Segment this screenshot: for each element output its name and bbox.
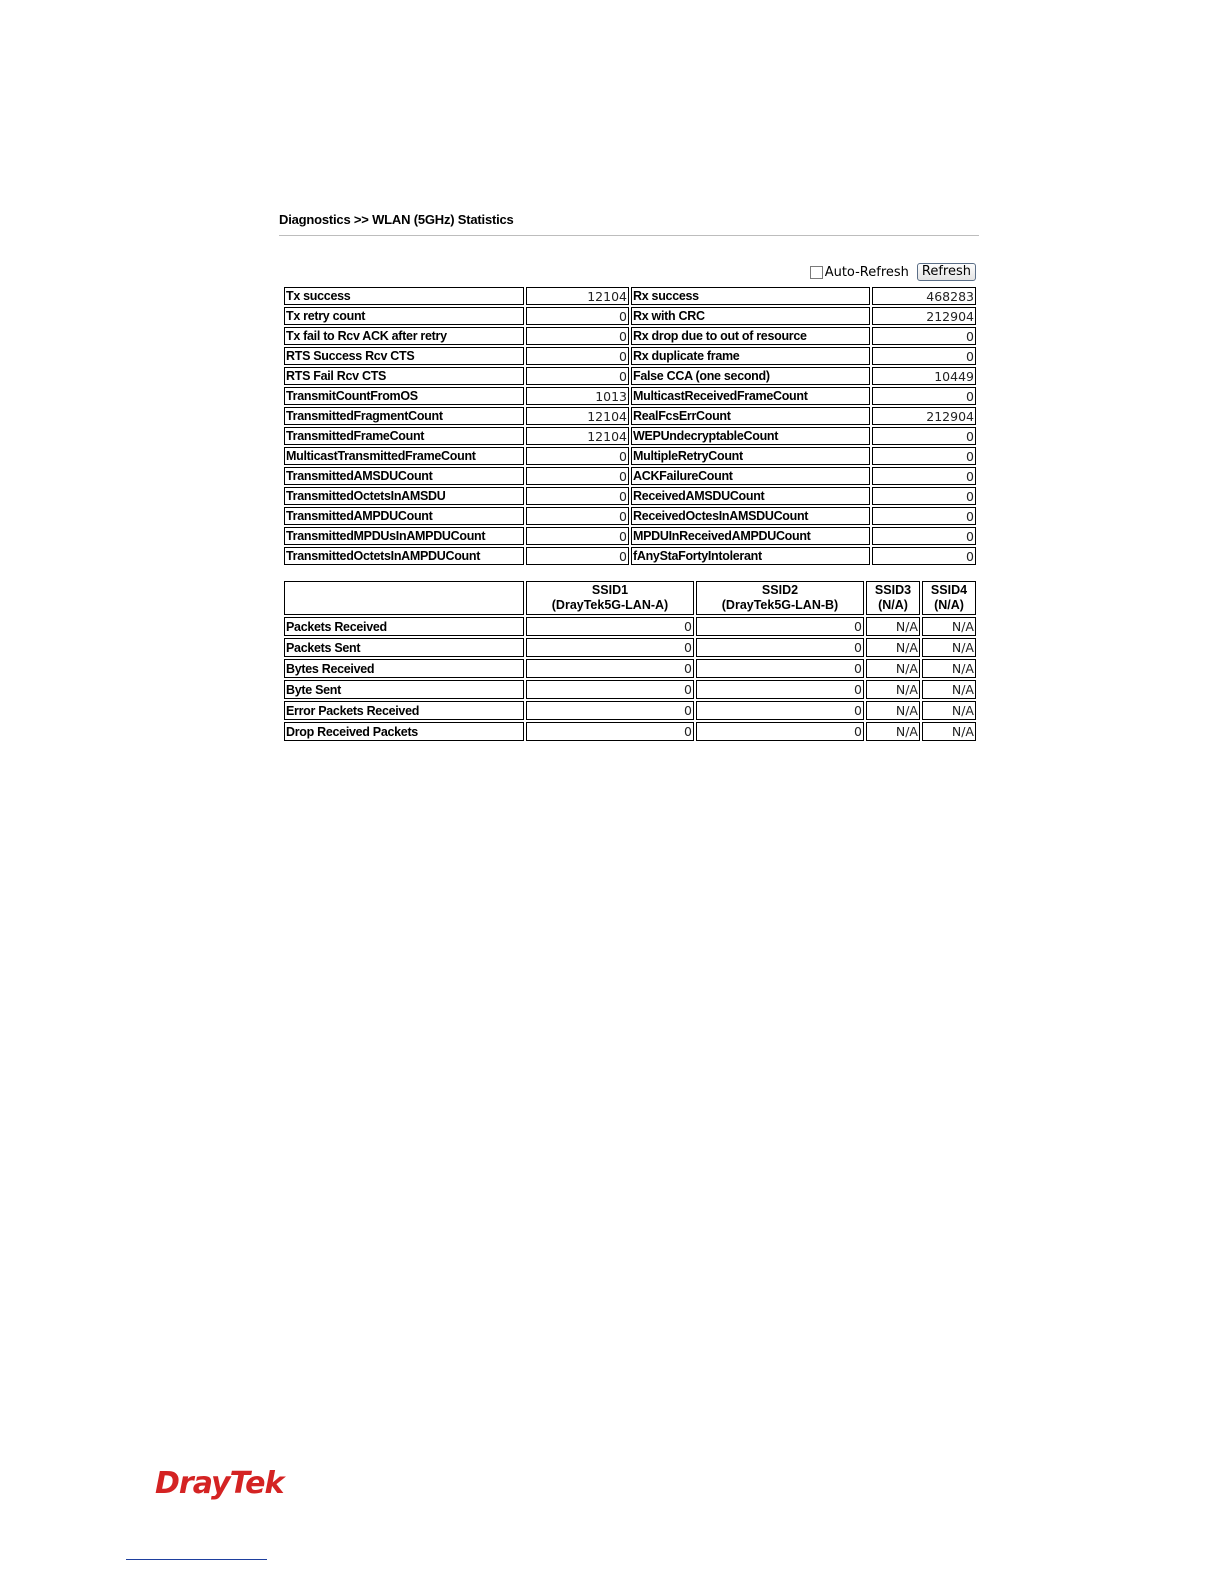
stat-value: 212904 [872, 307, 976, 325]
ssid-header-row [284, 581, 976, 615]
stat-value: 0 [872, 527, 976, 545]
ssid-value: 0 [526, 701, 694, 720]
stat-value: 0 [872, 507, 976, 525]
stat-label: ACKFailureCount [631, 467, 870, 485]
stats-row [284, 527, 976, 545]
stat-value: 0 [872, 487, 976, 505]
ssid-row [284, 701, 976, 720]
stat-label: RTS Fail Rcv CTS [284, 367, 524, 385]
ssid-value: 0 [526, 638, 694, 657]
stat-value: 0 [526, 347, 629, 365]
stat-label: fAnyStaFortyIntolerant [631, 547, 870, 565]
stat-label: MulticastReceivedFrameCount [631, 387, 870, 405]
draytek-logo: DrayTek [155, 1466, 284, 1501]
ssid-header: SSID3 (N/A) [866, 581, 920, 615]
stat-label: False CCA (one second) [631, 367, 870, 385]
stat-value: 10449 [872, 367, 976, 385]
refresh-button[interactable]: Refresh [917, 263, 976, 281]
stats-row [284, 327, 976, 345]
stat-value: 0 [872, 467, 976, 485]
ssid-row-label: Error Packets Received [284, 701, 524, 720]
title-divider [279, 235, 979, 236]
stat-value: 0 [526, 507, 629, 525]
stat-label: Rx duplicate frame [631, 347, 870, 365]
stats-row [284, 387, 976, 405]
stats-row [284, 287, 976, 305]
stat-value: 0 [526, 547, 629, 565]
stat-label: MPDUInReceivedAMPDUCount [631, 527, 870, 545]
stat-label: TransmitCountFromOS [284, 387, 524, 405]
stats-row [284, 467, 976, 485]
ssid-row-label: Drop Received Packets [284, 722, 524, 741]
ssid-value: N/A [866, 680, 920, 699]
ssid-stats-table [282, 579, 978, 743]
stat-value: 1013 [526, 387, 629, 405]
stat-label: RTS Success Rcv CTS [284, 347, 524, 365]
stat-label: TransmittedFrameCount [284, 427, 524, 445]
stat-value: 0 [526, 327, 629, 345]
stat-label: Rx drop due to out of resource [631, 327, 870, 345]
stat-value: 0 [872, 347, 976, 365]
ssid-value: 0 [526, 659, 694, 678]
stats-row [284, 487, 976, 505]
ssid-row-label: Bytes Received [284, 659, 524, 678]
stats-row [284, 547, 976, 565]
stat-value: 0 [872, 327, 976, 345]
ssid-value: N/A [866, 617, 920, 636]
ssid-value: N/A [866, 659, 920, 678]
ssid-value: N/A [866, 638, 920, 657]
stats-row [284, 407, 976, 425]
stat-label: Rx success [631, 287, 870, 305]
footer-divider [126, 1559, 267, 1560]
stat-label: TransmittedAMSDUCount [284, 467, 524, 485]
ssid-header: SSID2 (DrayTek5G-LAN-B) [696, 581, 864, 615]
ssid-value: 0 [696, 680, 864, 699]
stat-label: Tx success [284, 287, 524, 305]
ssid-value: N/A [866, 701, 920, 720]
stat-value: 12104 [526, 427, 629, 445]
wlan-stats-table [282, 285, 978, 567]
stat-value: 0 [872, 547, 976, 565]
page-title: Diagnostics >> WLAN (5GHz) Statistics [279, 212, 514, 227]
stat-value: 0 [526, 487, 629, 505]
ssid-value: 0 [696, 659, 864, 678]
stat-value: 0 [526, 447, 629, 465]
stat-value: 0 [872, 387, 976, 405]
stat-label: TransmittedFragmentCount [284, 407, 524, 425]
refresh-controls [780, 262, 976, 282]
ssid-row [284, 638, 976, 657]
ssid-value: 0 [526, 680, 694, 699]
stat-label: ReceivedOctesInAMSDUCount [631, 507, 870, 525]
stat-value: 12104 [526, 407, 629, 425]
ssid-value: N/A [922, 659, 976, 678]
ssid-row [284, 617, 976, 636]
stats-row [284, 367, 976, 385]
ssid-value: 0 [526, 722, 694, 741]
stat-value: 468283 [872, 287, 976, 305]
stats-row [284, 427, 976, 445]
ssid-header: SSID4 (N/A) [922, 581, 976, 615]
stats-row [284, 507, 976, 525]
ssid-value: N/A [866, 722, 920, 741]
stat-label: MultipleRetryCount [631, 447, 870, 465]
stat-value: 0 [872, 447, 976, 465]
ssid-row [284, 722, 976, 741]
stat-value: 0 [526, 367, 629, 385]
ssid-value: 0 [696, 722, 864, 741]
stat-value: 0 [872, 427, 976, 445]
ssid-value: 0 [696, 617, 864, 636]
stat-label: Rx with CRC [631, 307, 870, 325]
stats-row [284, 447, 976, 465]
ssid-row [284, 659, 976, 678]
stat-value: 212904 [872, 407, 976, 425]
stat-label: Tx retry count [284, 307, 524, 325]
stat-label: TransmittedOctetsInAMPDUCount [284, 547, 524, 565]
ssid-row-label: Packets Received [284, 617, 524, 636]
stat-label: TransmittedOctetsInAMSDU [284, 487, 524, 505]
auto-refresh-label: Auto-Refresh [824, 264, 909, 280]
stats-row [284, 347, 976, 365]
stat-label: RealFcsErrCount [631, 407, 870, 425]
stat-label: TransmittedMPDUsInAMPDUCount [284, 527, 524, 545]
ssid-header: SSID1 (DrayTek5G-LAN-A) [526, 581, 694, 615]
ssid-value: N/A [922, 638, 976, 657]
ssid-value: N/A [922, 680, 976, 699]
stat-value: 0 [526, 467, 629, 485]
ssid-row-label: Byte Sent [284, 680, 524, 699]
ssid-header-empty [284, 581, 524, 615]
auto-refresh-checkbox[interactable] [810, 266, 823, 279]
ssid-value: 0 [526, 617, 694, 636]
stat-value: 0 [526, 307, 629, 325]
ssid-row [284, 680, 976, 699]
ssid-value: N/A [922, 722, 976, 741]
stat-label: ReceivedAMSDUCount [631, 487, 870, 505]
ssid-value: 0 [696, 701, 864, 720]
ssid-value: N/A [922, 701, 976, 720]
stat-value: 12104 [526, 287, 629, 305]
stat-label: Tx fail to Rcv ACK after retry [284, 327, 524, 345]
ssid-row-label: Packets Sent [284, 638, 524, 657]
ssid-value: N/A [922, 617, 976, 636]
stat-value: 0 [526, 527, 629, 545]
stats-row [284, 307, 976, 325]
stat-label: WEPUndecryptableCount [631, 427, 870, 445]
stat-label: MulticastTransmittedFrameCount [284, 447, 524, 465]
ssid-value: 0 [696, 638, 864, 657]
stat-label: TransmittedAMPDUCount [284, 507, 524, 525]
